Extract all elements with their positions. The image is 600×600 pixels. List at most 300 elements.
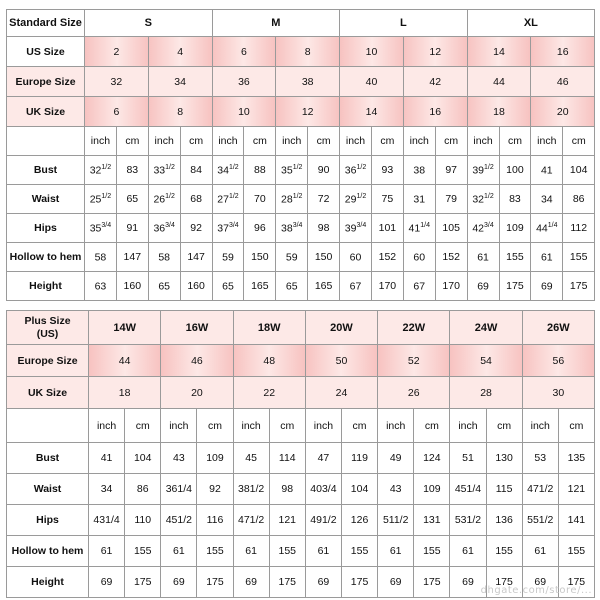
cm-cell: 83 (499, 185, 531, 214)
us-size-cell: 4 (148, 37, 212, 67)
unit-label: cm (125, 409, 161, 443)
unit-label: inch (522, 409, 558, 443)
inch-whole: 60 (413, 251, 426, 264)
inch-whole: 58 (94, 251, 107, 264)
uk-size-cell: 6 (85, 97, 149, 127)
measurement-label: Height (7, 272, 85, 301)
inch-cell: 69 (378, 567, 414, 598)
inch-cell: 69 (89, 567, 125, 598)
inch-fraction: 3/4 (165, 221, 175, 229)
measurement-label: Height (7, 567, 89, 598)
cm-cell: 175 (269, 567, 305, 598)
inch-cell: 61 (378, 536, 414, 567)
inch-whole: 67 (349, 280, 362, 293)
unit-label: inch (450, 409, 486, 443)
inch-cell (340, 272, 372, 301)
cm-cell: 109 (414, 474, 450, 505)
inch-cell: 45 (233, 443, 269, 474)
us-size-cell: 8 (276, 37, 340, 67)
cm-cell: 110 (125, 505, 161, 536)
plus-size-header: 24W (450, 311, 522, 345)
cm-cell: 155 (341, 536, 377, 567)
inch-whole: 35 (89, 222, 102, 235)
plus-size-header: 16W (161, 311, 233, 345)
inch-whole: 61 (477, 251, 489, 264)
cm-cell: 98 (308, 214, 340, 243)
uk-size-cell: 12 (276, 97, 340, 127)
inch-whole: 41 (540, 164, 553, 177)
cm-cell: 109 (499, 214, 531, 243)
unit-label: inch (161, 409, 197, 443)
inch-fraction: 1/2 (484, 163, 494, 171)
unit-label: inch (148, 127, 180, 156)
inch-whole: 27 (217, 193, 229, 206)
units-row (7, 127, 595, 156)
measurement-label: Bust (7, 443, 89, 474)
inch-whole: 67 (413, 280, 426, 293)
cm-cell: 155 (414, 536, 450, 567)
inch-cell (531, 272, 563, 301)
uk-size-label: UK Size (7, 97, 85, 127)
measurement-label: Waist (7, 185, 85, 214)
unit-label: cm (269, 409, 305, 443)
plus-uk-size-cell: 22 (233, 377, 305, 409)
inch-whole: 65 (285, 280, 298, 293)
europe-size-cell: 34 (148, 67, 212, 97)
plus-uk-size-cell: 18 (89, 377, 161, 409)
inch-cell (403, 156, 435, 185)
cm-cell: 155 (499, 243, 531, 272)
unit-label: cm (486, 409, 522, 443)
inch-cell: 531/2 (450, 505, 486, 536)
inch-cell (276, 243, 308, 272)
plus-size-header: 26W (522, 311, 594, 345)
cm-cell: 104 (341, 474, 377, 505)
inch-whole: 61 (540, 251, 553, 264)
inch-whole: 38 (281, 222, 293, 235)
plus-europe-size-label: Europe Size (7, 345, 89, 377)
cm-cell: 96 (244, 214, 276, 243)
inch-cell (212, 156, 244, 185)
cm-cell: 101 (371, 214, 403, 243)
plus-size-table (6, 310, 595, 598)
inch-fraction: 3/4 (356, 221, 367, 229)
measurement-row (7, 272, 595, 301)
inch-cell (340, 185, 372, 214)
cm-cell: 121 (558, 474, 594, 505)
inch-cell (85, 156, 117, 185)
unit-label: inch (531, 127, 563, 156)
inch-whole: 59 (285, 251, 298, 264)
units-blank-cell (7, 127, 85, 156)
cm-cell: 88 (244, 156, 276, 185)
cm-cell: 155 (269, 536, 305, 567)
standard-size-label: Standard Size (7, 10, 85, 37)
cm-cell: 131 (414, 505, 450, 536)
inch-cell (403, 185, 435, 214)
cm-cell: 175 (341, 567, 377, 598)
cm-cell: 165 (308, 272, 340, 301)
inch-cell: 361/4 (161, 474, 197, 505)
uk-size-cell: 18 (467, 97, 531, 127)
uk-size-cell: 16 (403, 97, 467, 127)
inch-whole: 39 (344, 222, 357, 235)
inch-cell: 43 (378, 474, 414, 505)
inch-whole: 38 (413, 164, 426, 177)
cm-cell: 72 (308, 185, 340, 214)
cm-cell: 70 (244, 185, 276, 214)
unit-label: inch (276, 127, 308, 156)
plus-europe-size-cell: 46 (161, 345, 233, 377)
inch-cell (212, 214, 244, 243)
inch-cell: 49 (378, 443, 414, 474)
inch-whole: 69 (477, 280, 489, 293)
unit-label: inch (340, 127, 372, 156)
plus-size-header: 18W (233, 311, 305, 345)
cm-cell: 86 (125, 474, 161, 505)
europe-size-cell: 36 (212, 67, 276, 97)
inch-cell: 511/2 (378, 505, 414, 536)
inch-cell: 451/4 (450, 474, 486, 505)
inch-fraction: 1/2 (292, 163, 303, 171)
unit-label: inch (233, 409, 269, 443)
cm-cell: 155 (486, 536, 522, 567)
cm-cell: 175 (125, 567, 161, 598)
inch-cell (467, 185, 499, 214)
inch-cell (403, 272, 435, 301)
inch-whole: 34 (217, 164, 229, 177)
uk-size-cell: 14 (340, 97, 404, 127)
inch-cell: 47 (305, 443, 341, 474)
inch-cell (276, 156, 308, 185)
plus-uk-size-cell: 24 (305, 377, 377, 409)
inch-cell: 471/2 (233, 505, 269, 536)
cm-cell: 160 (180, 272, 212, 301)
europe-size-cell: 32 (85, 67, 149, 97)
inch-whole: 36 (153, 222, 166, 235)
us-size-cell: 14 (467, 37, 531, 67)
inch-cell: 381/2 (233, 474, 269, 505)
cm-cell: 115 (486, 474, 522, 505)
cm-cell: 141 (558, 505, 594, 536)
inch-cell: 69 (305, 567, 341, 598)
cm-cell: 86 (563, 185, 595, 214)
cm-cell: 92 (180, 214, 212, 243)
unit-label: cm (435, 127, 467, 156)
inch-whole: 65 (158, 280, 171, 293)
inch-cell (148, 214, 180, 243)
inch-cell: 69 (161, 567, 197, 598)
inch-fraction: 1/4 (547, 221, 558, 229)
unit-label: inch (85, 127, 117, 156)
plus-units-row (7, 409, 595, 443)
plus-measurement-row (7, 536, 595, 567)
europe-size-label: Europe Size (7, 67, 85, 97)
measurement-label: Waist (7, 474, 89, 505)
inch-whole: 44 (536, 222, 548, 235)
cm-cell: 152 (435, 243, 467, 272)
cm-cell: 175 (486, 567, 522, 598)
plus-uk-size-cell: 28 (450, 377, 522, 409)
inch-whole: 37 (217, 222, 229, 235)
unit-label: cm (244, 127, 276, 156)
inch-cell (531, 243, 563, 272)
inch-cell (212, 243, 244, 272)
cm-cell: 119 (341, 443, 377, 474)
inch-cell (148, 243, 180, 272)
cm-cell: 165 (244, 272, 276, 301)
cm-cell: 155 (197, 536, 233, 567)
standard-size-header-row (7, 10, 595, 37)
plus-europe-size-cell: 56 (522, 345, 594, 377)
size-s-header: S (85, 10, 213, 37)
europe-size-cell: 38 (276, 67, 340, 97)
inch-fraction: 3/4 (292, 221, 303, 229)
measurement-label: Hollow to hem (7, 243, 85, 272)
cm-cell: 160 (116, 272, 148, 301)
cm-cell: 175 (197, 567, 233, 598)
cm-cell: 79 (435, 185, 467, 214)
inch-cell (403, 214, 435, 243)
inch-fraction: 1/2 (165, 192, 175, 200)
inch-cell: 53 (522, 443, 558, 474)
unit-label: cm (499, 127, 531, 156)
inch-cell: 34 (89, 474, 125, 505)
inch-cell: 41 (89, 443, 125, 474)
watermark: dhgate.com/store/... (480, 585, 592, 596)
inch-cell (212, 185, 244, 214)
plus-uk-size-cell: 20 (161, 377, 233, 409)
inch-whole: 28 (281, 193, 293, 206)
inch-whole: 32 (472, 193, 485, 206)
inch-cell: 451/2 (161, 505, 197, 536)
inch-cell (467, 156, 499, 185)
cm-cell: 175 (563, 272, 595, 301)
inch-whole: 34 (540, 193, 553, 206)
cm-cell: 175 (499, 272, 531, 301)
inch-cell: 51 (450, 443, 486, 474)
inch-cell: 69 (522, 567, 558, 598)
cm-cell: 93 (371, 156, 403, 185)
plus-europe-size-row (7, 345, 595, 377)
europe-size-cell: 42 (403, 67, 467, 97)
cm-cell: 97 (435, 156, 467, 185)
inch-cell (340, 156, 372, 185)
inch-whole: 69 (540, 280, 553, 293)
unit-label: cm (414, 409, 450, 443)
inch-cell (148, 272, 180, 301)
us-size-cell: 16 (531, 37, 595, 67)
cm-cell: 135 (558, 443, 594, 474)
measurement-row (7, 243, 595, 272)
inch-whole: 41 (408, 222, 421, 235)
inch-cell (148, 156, 180, 185)
inch-cell (85, 272, 117, 301)
inch-cell (531, 185, 563, 214)
inch-cell (85, 243, 117, 272)
us-size-label: US Size (7, 37, 85, 67)
plus-size-label-line1: Plus Size (24, 314, 71, 327)
inch-cell (85, 185, 117, 214)
inch-cell: 471/2 (522, 474, 558, 505)
inch-cell (531, 156, 563, 185)
cm-cell: 92 (197, 474, 233, 505)
inch-cell: 403/4 (305, 474, 341, 505)
inch-whole: 25 (89, 193, 102, 206)
plus-europe-size-cell: 54 (450, 345, 522, 377)
cm-cell: 147 (180, 243, 212, 272)
cm-cell: 136 (486, 505, 522, 536)
cm-cell: 170 (371, 272, 403, 301)
plus-size-header: 22W (378, 311, 450, 345)
europe-size-row (7, 67, 595, 97)
inch-whole: 63 (94, 280, 107, 293)
inch-fraction: 3/4 (484, 221, 494, 229)
measurement-row (7, 156, 595, 185)
cm-cell: 84 (180, 156, 212, 185)
size-xl-header: XL (467, 10, 595, 37)
inch-fraction: 1/2 (356, 163, 367, 171)
inch-cell: 551/2 (522, 505, 558, 536)
inch-cell (403, 243, 435, 272)
unit-label: inch (378, 409, 414, 443)
inch-whole: 59 (222, 251, 234, 264)
cm-cell: 175 (414, 567, 450, 598)
unit-label: cm (308, 127, 340, 156)
inch-cell (212, 272, 244, 301)
inch-cell: 69 (233, 567, 269, 598)
uk-size-cell: 20 (531, 97, 595, 127)
inch-cell (340, 243, 372, 272)
uk-size-row (7, 97, 595, 127)
plus-europe-size-cell: 48 (233, 345, 305, 377)
inch-cell (276, 214, 308, 243)
unit-label: cm (180, 127, 212, 156)
cm-cell: 147 (116, 243, 148, 272)
inch-whole: 32 (89, 164, 102, 177)
cm-cell: 68 (180, 185, 212, 214)
cm-cell: 124 (414, 443, 450, 474)
inch-cell (467, 272, 499, 301)
inch-cell (531, 214, 563, 243)
unit-label: inch (467, 127, 499, 156)
us-size-cell: 2 (85, 37, 149, 67)
unit-label: cm (341, 409, 377, 443)
unit-label: cm (371, 127, 403, 156)
plus-europe-size-cell: 44 (89, 345, 161, 377)
unit-label: cm (558, 409, 594, 443)
inch-fraction: 1/2 (484, 192, 494, 200)
unit-label: inch (89, 409, 125, 443)
cm-cell: 150 (244, 243, 276, 272)
plus-uk-size-cell: 30 (522, 377, 594, 409)
unit-label: inch (305, 409, 341, 443)
inch-fraction: 1/2 (292, 192, 303, 200)
cm-cell: 98 (269, 474, 305, 505)
inch-cell (85, 214, 117, 243)
europe-size-cell: 40 (340, 67, 404, 97)
measurement-label: Hollow to hem (7, 536, 89, 567)
inch-cell: 61 (450, 536, 486, 567)
plus-uk-size-label: UK Size (7, 377, 89, 409)
inch-fraction: 3/4 (101, 221, 112, 229)
unit-label: inch (403, 127, 435, 156)
inch-fraction: 1/2 (228, 192, 239, 200)
size-l-header: L (340, 10, 468, 37)
cm-cell: 155 (563, 243, 595, 272)
inch-cell (276, 272, 308, 301)
plus-size-label (7, 311, 89, 345)
measurement-label: Hips (7, 505, 89, 536)
us-size-cell: 12 (403, 37, 467, 67)
cm-cell: 116 (197, 505, 233, 536)
measurement-label: Hips (7, 214, 85, 243)
measurement-row (7, 185, 595, 214)
cm-cell: 175 (558, 567, 594, 598)
cm-cell: 100 (499, 156, 531, 185)
unit-label: cm (116, 127, 148, 156)
inch-cell: 69 (450, 567, 486, 598)
inch-whole: 35 (281, 164, 293, 177)
plus-size-header-row (7, 311, 595, 345)
cm-cell: 114 (269, 443, 305, 474)
inch-cell: 431/4 (89, 505, 125, 536)
cm-cell: 170 (435, 272, 467, 301)
inch-cell (467, 243, 499, 272)
inch-whole: 58 (158, 251, 171, 264)
cm-cell: 104 (125, 443, 161, 474)
plus-size-header: 20W (305, 311, 377, 345)
plus-units-blank-cell (7, 409, 89, 443)
us-size-row (7, 37, 595, 67)
size-m-header: M (212, 10, 340, 37)
inch-cell: 61 (305, 536, 341, 567)
uk-size-cell: 10 (212, 97, 276, 127)
inch-whole: 65 (222, 280, 234, 293)
inch-whole: 36 (344, 164, 357, 177)
plus-europe-size-cell: 50 (305, 345, 377, 377)
inch-whole: 42 (472, 222, 485, 235)
inch-whole: 33 (153, 164, 166, 177)
standard-size-table (6, 9, 595, 301)
unit-label: cm (563, 127, 595, 156)
inch-fraction: 1/4 (420, 221, 430, 229)
uk-size-cell: 8 (148, 97, 212, 127)
inch-whole: 60 (349, 251, 362, 264)
inch-fraction: 1/2 (101, 192, 112, 200)
plus-measurement-row (7, 505, 595, 536)
unit-label: cm (197, 409, 233, 443)
cm-cell: 121 (269, 505, 305, 536)
europe-size-cell: 44 (467, 67, 531, 97)
inch-whole: 26 (153, 193, 166, 206)
cm-cell: 155 (125, 536, 161, 567)
inch-fraction: 1/2 (228, 163, 239, 171)
inch-whole: 29 (344, 193, 357, 206)
cm-cell: 152 (371, 243, 403, 272)
inch-cell: 491/2 (305, 505, 341, 536)
inch-fraction: 1/2 (165, 163, 175, 171)
cm-cell: 90 (308, 156, 340, 185)
inch-whole: 31 (413, 193, 426, 206)
inch-cell (467, 214, 499, 243)
inch-cell: 61 (233, 536, 269, 567)
cm-cell: 105 (435, 214, 467, 243)
cm-cell: 104 (563, 156, 595, 185)
cm-cell: 65 (116, 185, 148, 214)
unit-label: inch (212, 127, 244, 156)
plus-measurement-row (7, 443, 595, 474)
